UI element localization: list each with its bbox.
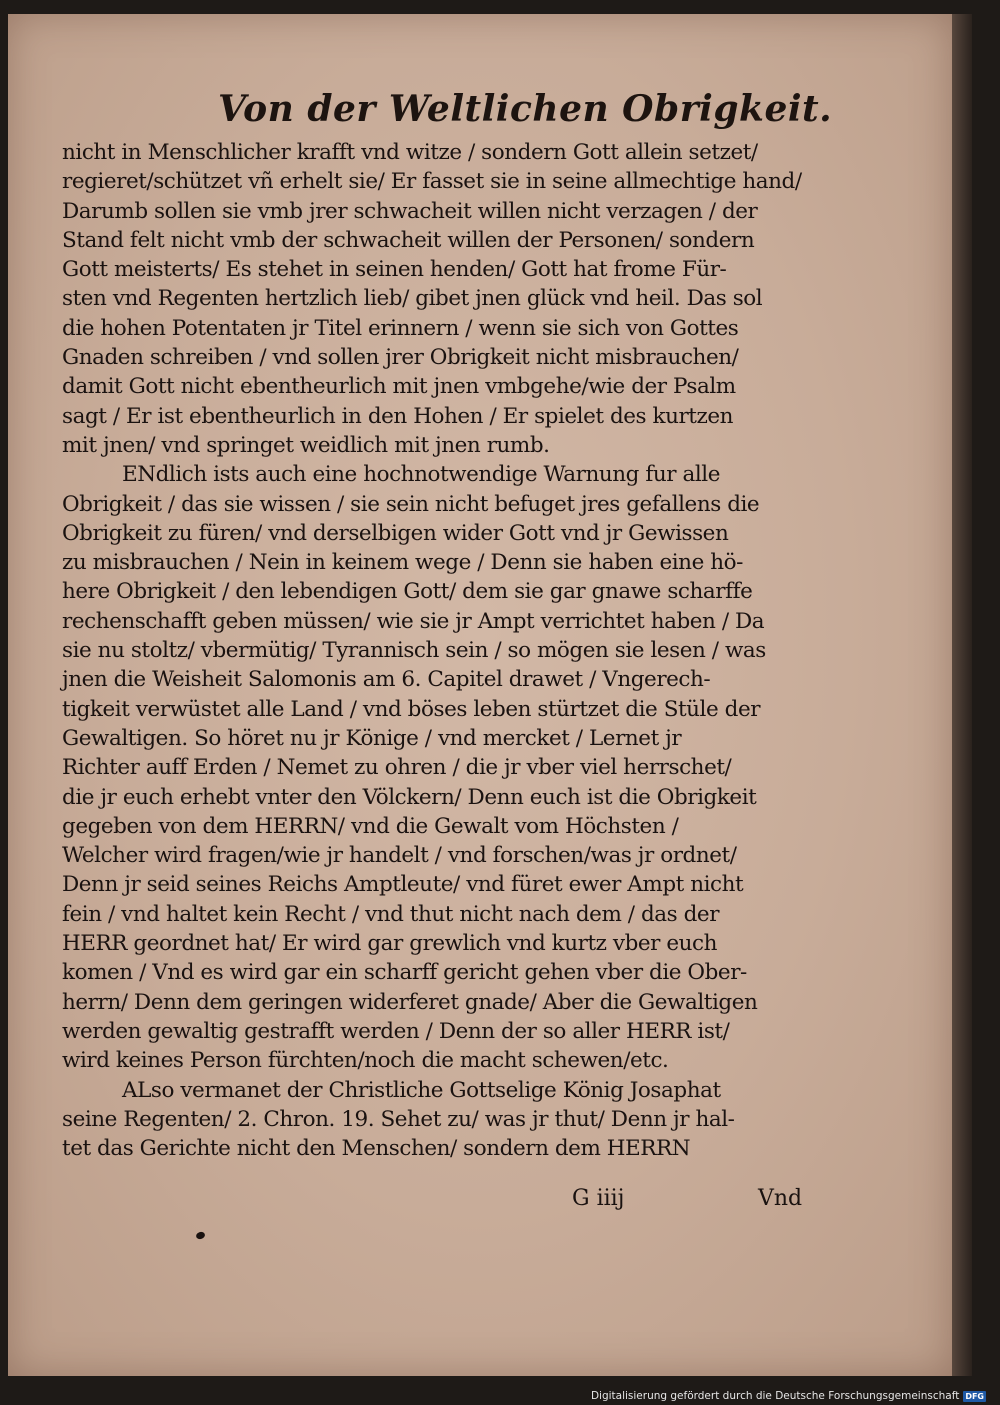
text-line: die jr euch erhebt vnter den Völckern/ Denn euch ist die Obrigkeit (62, 784, 757, 810)
text-line: Gewaltigen. So höret nu jr Könige / vnd mercket / Lernet jr (62, 725, 682, 751)
text-line: Welcher wird fragen/wie jr handelt / vnd forschen/was jr ordnet/ (62, 843, 737, 869)
dfg-logo-icon: DFG (965, 1391, 984, 1401)
credit-text: Digitalisierung gefördert durch die Deutsche Forschungsgemeinschaft (590, 1390, 960, 1402)
text-line: wird keines Person fürchten/noch die macht schewen/etc. (62, 1048, 669, 1074)
text-line: zu misbrauchen / Nein in keinem wege / Denn sie haben eine hö- (62, 550, 743, 576)
text-line: Denn jr seid seines Reichs Amptleute/ vnd füret ewer Ampt nicht (62, 872, 744, 898)
paragraph-start-line: ENdlich ists auch eine hochnotwendige Warnung fur alle (122, 462, 720, 488)
text-line: herrn/ Denn dem geringen widerferet gnade/ Aber die Gewaltigen (62, 989, 758, 1015)
body-text (62, 138, 822, 1163)
text-line: nicht in Menschlicher krafft vnd witze / sondern Gott allein setzet/ (62, 140, 758, 165)
text-line: regieret/schützet vñ erhelt sie/ Er fasset sie in seine allmechtige hand/ (62, 169, 802, 195)
text-line: seine Regenten/ 2. Chron. 19. Sehet zu/ was jr thut/ Denn jr hal- (62, 1106, 735, 1132)
text-line: komen / Vnd es wird gar ein scharff gericht gehen vber die Ober- (62, 960, 747, 986)
text-line: Richter auff Erden / Nemet zu ohren / die jr vber viel herrschet/ (62, 755, 732, 781)
catchword: Vnd (758, 1186, 803, 1211)
signature-mark: G iiij (572, 1186, 625, 1211)
text-line: Gott meisterts/ Es stehet in seinen henden/ Gott hat frome Für- (62, 257, 727, 283)
text-line: Darumb sollen sie vmb jrer schwacheit willen nicht verzagen / der (62, 198, 758, 224)
text-line: HERR geordnet hat/ Er wird gar grewlich vnd kurtz vber euch (62, 931, 718, 957)
text-line: Obrigkeit zu füren/ vnd derselbigen wider Gott vnd jr Gewissen (62, 520, 729, 546)
text-line: werden gewaltig gestrafft werden / Denn der so aller HERR ist/ (62, 1018, 730, 1044)
text-line: tet das Gerichte nicht den Menschen/ sondern dem HERRN (62, 1136, 691, 1162)
text-line: rechenschafft geben müssen/ wie sie jr Ampt verrichtet haben / Da (62, 608, 765, 634)
text-line: sten vnd Regenten hertzlich lieb/ gibet jnen glück vnd heil. Das sol (62, 286, 763, 312)
text-line: here Obrigkeit / den lebendigen Gott/ dem sie gar gnawe scharffe (62, 579, 753, 605)
book-spine-shadow (950, 14, 972, 1376)
text-line: die hohen Potentaten jr Titel erinnern / wenn sie sich von Gottes (62, 315, 739, 341)
text-line: Obrigkeit / das sie wissen / sie sein nicht befuget jres gefallens die (62, 491, 760, 517)
text-line: sie nu stoltz/ vbermütig/ Tyrannisch sein / so mögen sie lesen / was (62, 638, 766, 664)
text-line: sagt / Er ist ebentheurlich in den Hohen / Er spielet des kurtzen (62, 403, 734, 429)
text-line: Gnaden schreiben / vnd sollen jrer Obrigkeit nicht misbrauchen/ (62, 345, 739, 371)
paragraph-start-line: ALso vermanet der Christliche Gottselige König Josaphat (122, 1077, 721, 1103)
text-line: jnen die Weisheit Salomonis am 6. Capitel drawet / Vngerech- (62, 667, 711, 693)
text-line: gegeben von dem HERRN/ vnd die Gewalt vom Höchsten / (62, 813, 679, 839)
digitization-credit (591, 1389, 986, 1403)
text-line: mit jnen/ vnd springet weidlich mit jnen rumb. (62, 432, 550, 458)
text-line: fein / vnd haltet kein Recht / vnd thut nicht nach dem / das der (62, 901, 720, 927)
text-line: tigkeit verwüstet alle Land / vnd böses leben stürtzet die Stüle der (62, 696, 761, 722)
running-head: Von der Weltlichen Obrigkeit. (218, 88, 833, 130)
text-line: damit Gott nicht ebentheurlich mit jnen vmbgehe/wie der Psalm (62, 374, 736, 400)
text-line: Stand felt nicht vmb der schwacheit willen der Personen/ sondern (62, 227, 755, 253)
